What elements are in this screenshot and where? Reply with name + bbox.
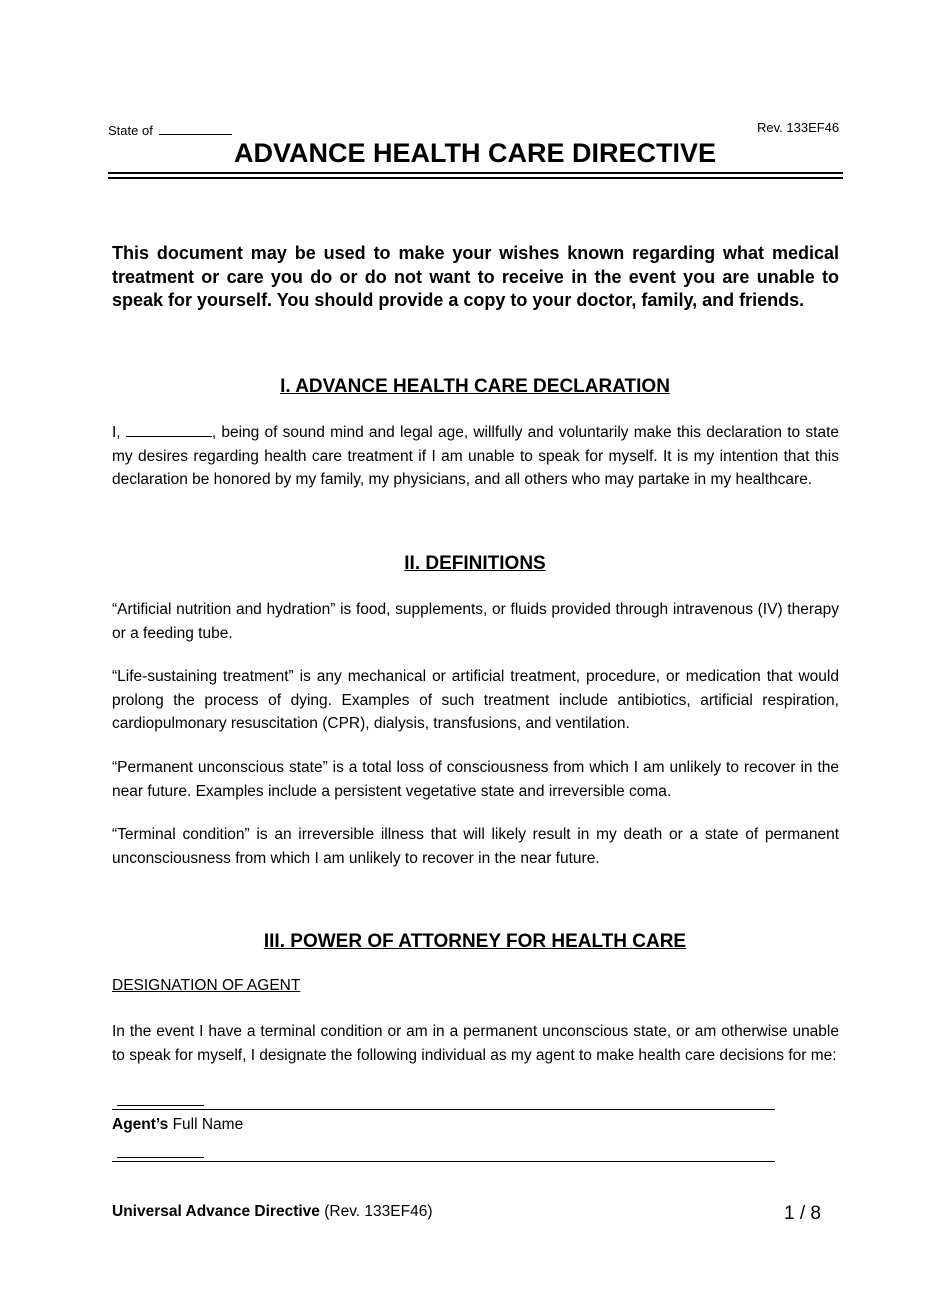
state-blank[interactable]	[159, 120, 232, 135]
page-number: 1 / 8	[784, 1203, 821, 1224]
intro-paragraph: This document may be used to make your wishes known regarding what medical treatment or care you do or do not want to receive in the event you are unable to speak for yourself. You should provide a copy to your doctor, family, and friends.	[112, 243, 839, 310]
title-rule-top	[108, 172, 843, 174]
footer-document-name: Universal Advance Directive (Rev. 133EF46)	[112, 1203, 433, 1220]
designation-subheading: DESIGNATION OF AGENT	[112, 977, 301, 994]
agent-second-line[interactable]	[112, 1161, 775, 1162]
definition-life-sustaining: “Life-sustaining treatment” is any mechanical or artificial treatment, procedure, or medication that would prolong the process of dying. Examples of such treatment include antibiotics, artificial respiration, cardiopulmonary resuscitation (CPR), dialysis, transfusions, and ventilation.	[112, 668, 839, 732]
agent-second-short-blank	[117, 1157, 204, 1158]
definition-terminal-condition: “Terminal condition” is an irreversible illness that will likely result in my death or a state of permanent unconsciousness from which I am unlikely to recover in the near future.	[112, 826, 839, 867]
declaration-text: , being of sound mind and legal age, willfully and voluntarily make this declaration to state my desires regarding health care treatment if I am unable to speak for myself. It is my intention that this declaration be honored by my family, my physicians, and all others who may partake in my healthcare.	[112, 424, 839, 488]
designation-paragraph: In the event I have a terminal condition or am in a permanent unconscious state, or am otherwise unable to speak for myself, I designate the following individual as my agent to make health care decisions for me:	[112, 1023, 839, 1064]
document-title: ADVANCE HEALTH CARE DIRECTIVE	[233, 138, 717, 168]
definition-artificial-nutrition: “Artificial nutrition and hydration” is food, supplements, or fluids provided through intravenous (IV) therapy or a feeding tube.	[112, 601, 839, 642]
section-1-heading: I. ADVANCE HEALTH CARE DECLARATION	[280, 376, 670, 397]
section-3-heading: III. POWER OF ATTORNEY FOR HEALTH CARE	[263, 931, 687, 952]
state-label: State of	[108, 123, 153, 138]
declaration-paragraph	[112, 421, 839, 492]
definition-permanent-unconscious: “Permanent unconscious state” is a total loss of consciousness from which I am unlikely to recover in the near future. Examples include a persistent vegetative state and irreversible coma.	[112, 759, 839, 800]
declarant-name-blank[interactable]	[126, 422, 212, 437]
agent-name-label: Agent’s Full Name	[112, 1116, 244, 1133]
declaration-prefix: I,	[112, 424, 121, 441]
section-2-heading: II. DEFINITIONS	[404, 553, 546, 574]
agent-name-short-blank	[117, 1105, 204, 1106]
title-rule-bottom	[108, 177, 843, 179]
state-line	[108, 120, 232, 138]
agent-name-line[interactable]	[112, 1109, 775, 1110]
revision-label: Rev. 133EF46	[757, 120, 840, 135]
